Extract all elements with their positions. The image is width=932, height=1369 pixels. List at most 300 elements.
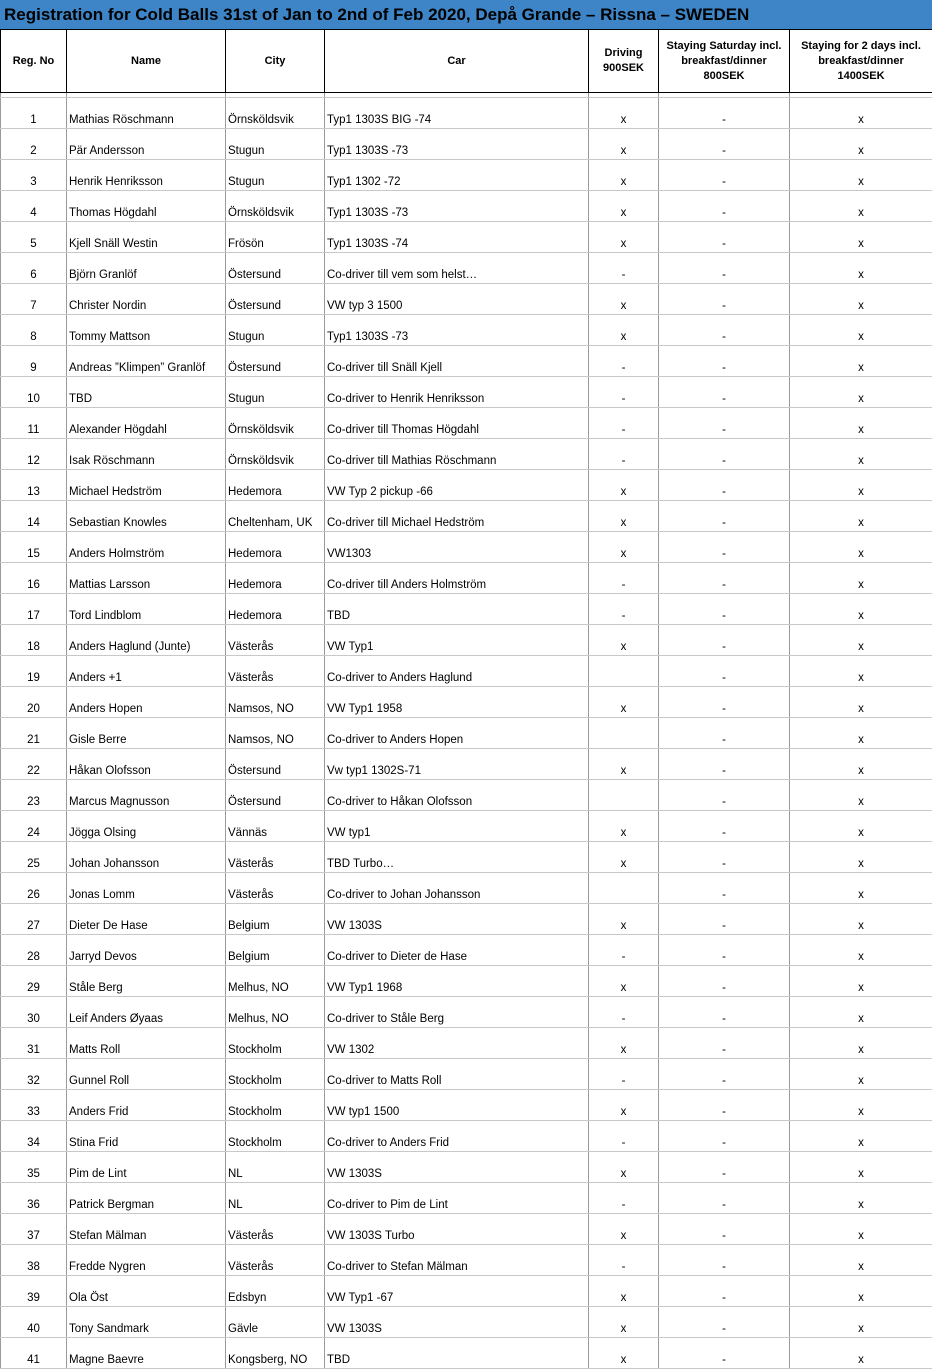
header-saturday	[659, 30, 790, 93]
cell-two-days: x	[790, 408, 932, 439]
table-row	[1, 222, 932, 253]
cell-two-days: x	[790, 594, 932, 625]
cell-car: Co-driver till Thomas Högdahl	[325, 408, 589, 439]
cell-reg-no: 15	[1, 532, 67, 563]
cell-city: Västerås	[226, 842, 325, 873]
cell-reg-no: 23	[1, 780, 67, 811]
cell-driving: x	[589, 1338, 659, 1369]
cell-city: Namsos, NO	[226, 687, 325, 718]
cell-saturday: -	[659, 1276, 790, 1307]
cell-reg-no: 38	[1, 1245, 67, 1276]
cell-saturday: -	[659, 780, 790, 811]
cell-name: Fredde Nygren	[67, 1245, 226, 1276]
cell-saturday: -	[659, 687, 790, 718]
table-row	[1, 1307, 932, 1338]
table-row	[1, 1121, 932, 1152]
cell-driving: x	[589, 222, 659, 253]
cell-car: VW 1302	[325, 1028, 589, 1059]
cell-reg-no: 4	[1, 191, 67, 222]
cell-reg-no: 6	[1, 253, 67, 284]
cell-two-days: x	[790, 935, 932, 966]
cell-reg-no: 9	[1, 346, 67, 377]
cell-car: VW Typ1 -67	[325, 1276, 589, 1307]
cell-two-days: x	[790, 811, 932, 842]
table-row	[1, 966, 932, 997]
cell-reg-no: 22	[1, 749, 67, 780]
cell-car: VW 1303S Turbo	[325, 1214, 589, 1245]
cell-driving: x	[589, 501, 659, 532]
cell-name: Tommy Mattson	[67, 315, 226, 346]
cell-driving: x	[589, 749, 659, 780]
cell-name: Kjell Snäll Westin	[67, 222, 226, 253]
cell-name: Jonas Lomm	[67, 873, 226, 904]
cell-city: Frösön	[226, 222, 325, 253]
cell-car: Co-driver to Stefan Mälman	[325, 1245, 589, 1276]
cell-city: Stockholm	[226, 1121, 325, 1152]
table-row	[1, 811, 932, 842]
cell-driving: x	[589, 1307, 659, 1338]
cell-city: Belgium	[226, 935, 325, 966]
cell-reg-no: 7	[1, 284, 67, 315]
cell-city: Stugun	[226, 377, 325, 408]
cell-saturday: -	[659, 129, 790, 160]
cell-driving	[589, 873, 659, 904]
registration-table	[0, 30, 932, 1369]
cell-saturday: -	[659, 284, 790, 315]
cell-driving: x	[589, 1152, 659, 1183]
cell-saturday: -	[659, 625, 790, 656]
cell-two-days: x	[790, 749, 932, 780]
cell-saturday: -	[659, 222, 790, 253]
table-row	[1, 1276, 932, 1307]
cell-two-days: x	[790, 1059, 932, 1090]
cell-car: VW 1303S	[325, 904, 589, 935]
cell-car: Co-driver to Henrik Henriksson	[325, 377, 589, 408]
cell-city: Stugun	[226, 160, 325, 191]
table-row	[1, 284, 932, 315]
cell-driving: x	[589, 160, 659, 191]
cell-name: Marcus Magnusson	[67, 780, 226, 811]
table-row	[1, 842, 932, 873]
cell-saturday: -	[659, 98, 790, 129]
cell-car: Vw typ1 1302S-71	[325, 749, 589, 780]
cell-reg-no: 3	[1, 160, 67, 191]
cell-saturday: -	[659, 594, 790, 625]
cell-two-days: x	[790, 129, 932, 160]
cell-reg-no: 24	[1, 811, 67, 842]
cell-saturday: -	[659, 315, 790, 346]
cell-two-days: x	[790, 842, 932, 873]
cell-car: VW 1303S	[325, 1152, 589, 1183]
cell-city: NL	[226, 1183, 325, 1214]
cell-city: Kongsberg, NO	[226, 1338, 325, 1369]
table-row	[1, 191, 932, 222]
cell-reg-no: 28	[1, 935, 67, 966]
cell-driving: -	[589, 594, 659, 625]
cell-reg-no: 40	[1, 1307, 67, 1338]
table-row	[1, 408, 932, 439]
cell-city: Stockholm	[226, 1028, 325, 1059]
cell-reg-no: 26	[1, 873, 67, 904]
cell-saturday: -	[659, 1090, 790, 1121]
cell-saturday: -	[659, 1152, 790, 1183]
cell-reg-no: 1	[1, 98, 67, 129]
cell-city: Hedemora	[226, 594, 325, 625]
cell-driving: x	[589, 811, 659, 842]
cell-two-days: x	[790, 780, 932, 811]
cell-driving: -	[589, 1183, 659, 1214]
cell-reg-no: 21	[1, 718, 67, 749]
cell-reg-no: 37	[1, 1214, 67, 1245]
cell-driving: -	[589, 1059, 659, 1090]
cell-saturday: -	[659, 253, 790, 284]
cell-saturday: -	[659, 377, 790, 408]
cell-car: Typ1 1303S -73	[325, 191, 589, 222]
cell-name: Stina Frid	[67, 1121, 226, 1152]
cell-two-days: x	[790, 501, 932, 532]
table-row	[1, 1059, 932, 1090]
cell-car: Co-driver to Johan Johansson	[325, 873, 589, 904]
cell-two-days: x	[790, 439, 932, 470]
table-row	[1, 904, 932, 935]
table-row	[1, 656, 932, 687]
cell-two-days: x	[790, 873, 932, 904]
cell-city: Östersund	[226, 749, 325, 780]
cell-car: Co-driver to Anders Frid	[325, 1121, 589, 1152]
cell-two-days: x	[790, 904, 932, 935]
cell-driving: x	[589, 625, 659, 656]
cell-saturday: -	[659, 1121, 790, 1152]
cell-saturday: -	[659, 1214, 790, 1245]
cell-two-days: x	[790, 284, 932, 315]
cell-driving: x	[589, 1090, 659, 1121]
cell-driving: -	[589, 346, 659, 377]
table-row	[1, 1245, 932, 1276]
cell-two-days: x	[790, 1121, 932, 1152]
cell-driving	[589, 656, 659, 687]
cell-city: Västerås	[226, 1245, 325, 1276]
cell-name: Mattias Larsson	[67, 563, 226, 594]
cell-saturday: -	[659, 408, 790, 439]
cell-city: Stockholm	[226, 1090, 325, 1121]
table-row	[1, 377, 932, 408]
cell-city: Örnsköldsvik	[226, 98, 325, 129]
cell-driving: x	[589, 1276, 659, 1307]
cell-saturday: -	[659, 160, 790, 191]
cell-name: Gunnel Roll	[67, 1059, 226, 1090]
cell-saturday: -	[659, 997, 790, 1028]
cell-name: Leif Anders Øyaas	[67, 997, 226, 1028]
header-saturday-line2: breakfast/dinner	[681, 55, 767, 67]
table-row	[1, 160, 932, 191]
cell-car: Typ1 1303S -73	[325, 129, 589, 160]
cell-city: Östersund	[226, 253, 325, 284]
cell-driving: -	[589, 1245, 659, 1276]
cell-two-days: x	[790, 966, 932, 997]
cell-reg-no: 32	[1, 1059, 67, 1090]
cell-reg-no: 39	[1, 1276, 67, 1307]
cell-name: Tord Lindblom	[67, 594, 226, 625]
cell-city: Västerås	[226, 625, 325, 656]
cell-reg-no: 34	[1, 1121, 67, 1152]
cell-city: Västerås	[226, 873, 325, 904]
cell-car: Co-driver till Anders Holmström	[325, 563, 589, 594]
cell-car: VW Typ 2 pickup -66	[325, 470, 589, 501]
header-name: Name	[67, 30, 226, 93]
cell-reg-no: 27	[1, 904, 67, 935]
cell-saturday: -	[659, 1245, 790, 1276]
table-row	[1, 780, 932, 811]
cell-two-days: x	[790, 997, 932, 1028]
cell-name: Alexander Högdahl	[67, 408, 226, 439]
cell-reg-no: 17	[1, 594, 67, 625]
cell-city: Vännäs	[226, 811, 325, 842]
cell-name: Anders Frid	[67, 1090, 226, 1121]
cell-driving: x	[589, 687, 659, 718]
cell-city: Östersund	[226, 780, 325, 811]
cell-reg-no: 41	[1, 1338, 67, 1369]
header-driving-line1: Driving	[605, 47, 643, 59]
cell-car: Typ1 1303S BIG -74	[325, 98, 589, 129]
header-two-days-line2: breakfast/dinner	[818, 55, 904, 67]
cell-reg-no: 25	[1, 842, 67, 873]
cell-name: Håkan Olofsson	[67, 749, 226, 780]
cell-driving: -	[589, 563, 659, 594]
table-row	[1, 129, 932, 160]
cell-car: VW Typ1 1968	[325, 966, 589, 997]
table-row	[1, 873, 932, 904]
cell-city: Edsbyn	[226, 1276, 325, 1307]
cell-two-days: x	[790, 315, 932, 346]
cell-name: Ola Öst	[67, 1276, 226, 1307]
cell-name: Anders +1	[67, 656, 226, 687]
cell-driving: -	[589, 997, 659, 1028]
table-row	[1, 935, 932, 966]
cell-reg-no: 29	[1, 966, 67, 997]
cell-two-days: x	[790, 470, 932, 501]
header-two-days-line3: 1400SEK	[837, 70, 884, 82]
cell-driving: x	[589, 129, 659, 160]
header-saturday-line3: 800SEK	[704, 70, 745, 82]
cell-two-days: x	[790, 1307, 932, 1338]
cell-reg-no: 10	[1, 377, 67, 408]
cell-driving: -	[589, 408, 659, 439]
cell-reg-no: 13	[1, 470, 67, 501]
header-driving	[589, 30, 659, 93]
table-row	[1, 997, 932, 1028]
cell-reg-no: 36	[1, 1183, 67, 1214]
cell-driving: x	[589, 284, 659, 315]
cell-reg-no: 14	[1, 501, 67, 532]
cell-driving: x	[589, 904, 659, 935]
cell-car: VW typ1	[325, 811, 589, 842]
cell-saturday: -	[659, 346, 790, 377]
cell-city: Namsos, NO	[226, 718, 325, 749]
cell-saturday: -	[659, 439, 790, 470]
cell-two-days: x	[790, 1245, 932, 1276]
cell-car: Co-driver to Anders Haglund	[325, 656, 589, 687]
cell-driving: x	[589, 1214, 659, 1245]
cell-two-days: x	[790, 346, 932, 377]
table-row	[1, 749, 932, 780]
cell-city: Hedemora	[226, 532, 325, 563]
cell-driving: x	[589, 966, 659, 997]
cell-name: Matts Roll	[67, 1028, 226, 1059]
table-row	[1, 563, 932, 594]
cell-two-days: x	[790, 1183, 932, 1214]
cell-city: Örnsköldsvik	[226, 439, 325, 470]
cell-city: Melhus, NO	[226, 966, 325, 997]
cell-city: NL	[226, 1152, 325, 1183]
cell-name: Björn Granlöf	[67, 253, 226, 284]
cell-name: Mathias Röschmann	[67, 98, 226, 129]
cell-city: Melhus, NO	[226, 997, 325, 1028]
cell-driving: x	[589, 315, 659, 346]
cell-two-days: x	[790, 687, 932, 718]
cell-name: Gisle Berre	[67, 718, 226, 749]
cell-car: TBD	[325, 1338, 589, 1369]
cell-two-days: x	[790, 222, 932, 253]
cell-driving: -	[589, 439, 659, 470]
cell-city: Hedemora	[226, 563, 325, 594]
cell-saturday: -	[659, 563, 790, 594]
cell-city: Belgium	[226, 904, 325, 935]
cell-city: Östersund	[226, 284, 325, 315]
header-city: City	[226, 30, 325, 93]
header-saturday-line1: Staying Saturday incl.	[667, 40, 782, 52]
table-row	[1, 439, 932, 470]
table-row	[1, 470, 932, 501]
cell-name: Anders Haglund (Junte)	[67, 625, 226, 656]
table-row	[1, 346, 932, 377]
cell-reg-no: 30	[1, 997, 67, 1028]
header-driving-line2: 900SEK	[603, 62, 644, 74]
cell-driving: -	[589, 253, 659, 284]
cell-two-days: x	[790, 1338, 932, 1369]
cell-reg-no: 8	[1, 315, 67, 346]
cell-two-days: x	[790, 532, 932, 563]
cell-car: Typ1 1303S -73	[325, 315, 589, 346]
cell-two-days: x	[790, 1090, 932, 1121]
cell-car: VW Typ1 1958	[325, 687, 589, 718]
cell-city: Hedemora	[226, 470, 325, 501]
cell-saturday: -	[659, 191, 790, 222]
cell-city: Stugun	[226, 129, 325, 160]
cell-reg-no: 5	[1, 222, 67, 253]
cell-driving: x	[589, 842, 659, 873]
cell-name: Stefan Mälman	[67, 1214, 226, 1245]
cell-name: Magne Baevre	[67, 1338, 226, 1369]
cell-driving: x	[589, 532, 659, 563]
cell-car: Co-driver to Anders Hopen	[325, 718, 589, 749]
cell-driving: -	[589, 935, 659, 966]
header-row	[1, 30, 932, 93]
cell-name: Andreas ”Klimpen” Granlöf	[67, 346, 226, 377]
cell-driving	[589, 780, 659, 811]
table-row	[1, 1183, 932, 1214]
table-row	[1, 1152, 932, 1183]
cell-two-days: x	[790, 191, 932, 222]
cell-reg-no: 33	[1, 1090, 67, 1121]
cell-driving: x	[589, 1028, 659, 1059]
header-regno: Reg. No	[1, 30, 67, 93]
cell-name: Henrik Henriksson	[67, 160, 226, 191]
cell-saturday: -	[659, 873, 790, 904]
cell-name: Jarryd Devos	[67, 935, 226, 966]
cell-saturday: -	[659, 811, 790, 842]
cell-name: Jögga Olsing	[67, 811, 226, 842]
cell-city: Cheltenham, UK	[226, 501, 325, 532]
cell-saturday: -	[659, 1059, 790, 1090]
cell-name: Johan Johansson	[67, 842, 226, 873]
cell-city: Örnsköldsvik	[226, 408, 325, 439]
cell-two-days: x	[790, 718, 932, 749]
cell-name: Tony Sandmark	[67, 1307, 226, 1338]
cell-name: Anders Holmström	[67, 532, 226, 563]
cell-reg-no: 11	[1, 408, 67, 439]
cell-two-days: x	[790, 1028, 932, 1059]
cell-car: Co-driver to Matts Roll	[325, 1059, 589, 1090]
cell-reg-no: 18	[1, 625, 67, 656]
cell-car: VW 1303S	[325, 1307, 589, 1338]
table-row	[1, 532, 932, 563]
cell-car: VW typ 3 1500	[325, 284, 589, 315]
cell-city: Västerås	[226, 1214, 325, 1245]
cell-reg-no: 35	[1, 1152, 67, 1183]
cell-car: VW typ1 1500	[325, 1090, 589, 1121]
cell-saturday: -	[659, 842, 790, 873]
cell-car: Typ1 1303S -74	[325, 222, 589, 253]
cell-name: Christer Nordin	[67, 284, 226, 315]
cell-two-days: x	[790, 253, 932, 284]
cell-car: TBD	[325, 594, 589, 625]
table-row	[1, 718, 932, 749]
cell-name: Michael Hedström	[67, 470, 226, 501]
cell-saturday: -	[659, 470, 790, 501]
cell-name: Pär Andersson	[67, 129, 226, 160]
cell-saturday: -	[659, 1183, 790, 1214]
cell-driving: x	[589, 98, 659, 129]
cell-reg-no: 2	[1, 129, 67, 160]
cell-car: Co-driver till Snäll Kjell	[325, 346, 589, 377]
cell-name: Pim de Lint	[67, 1152, 226, 1183]
cell-car: Typ1 1302 -72	[325, 160, 589, 191]
cell-city: Gävle	[226, 1307, 325, 1338]
cell-two-days: x	[790, 1152, 932, 1183]
table-row	[1, 1214, 932, 1245]
cell-two-days: x	[790, 656, 932, 687]
cell-driving: -	[589, 1121, 659, 1152]
cell-reg-no: 16	[1, 563, 67, 594]
table-row	[1, 98, 932, 129]
table-row	[1, 1338, 932, 1369]
cell-saturday: -	[659, 1028, 790, 1059]
table-row	[1, 1090, 932, 1121]
cell-car: Co-driver to Ståle Berg	[325, 997, 589, 1028]
cell-reg-no: 19	[1, 656, 67, 687]
cell-driving: -	[589, 377, 659, 408]
cell-saturday: -	[659, 1338, 790, 1369]
cell-reg-no: 12	[1, 439, 67, 470]
cell-saturday: -	[659, 904, 790, 935]
cell-two-days: x	[790, 563, 932, 594]
cell-city: Örnsköldsvik	[226, 191, 325, 222]
cell-car: Co-driver till Mathias Röschmann	[325, 439, 589, 470]
cell-driving	[589, 718, 659, 749]
cell-reg-no: 31	[1, 1028, 67, 1059]
cell-saturday: -	[659, 656, 790, 687]
cell-saturday: -	[659, 966, 790, 997]
